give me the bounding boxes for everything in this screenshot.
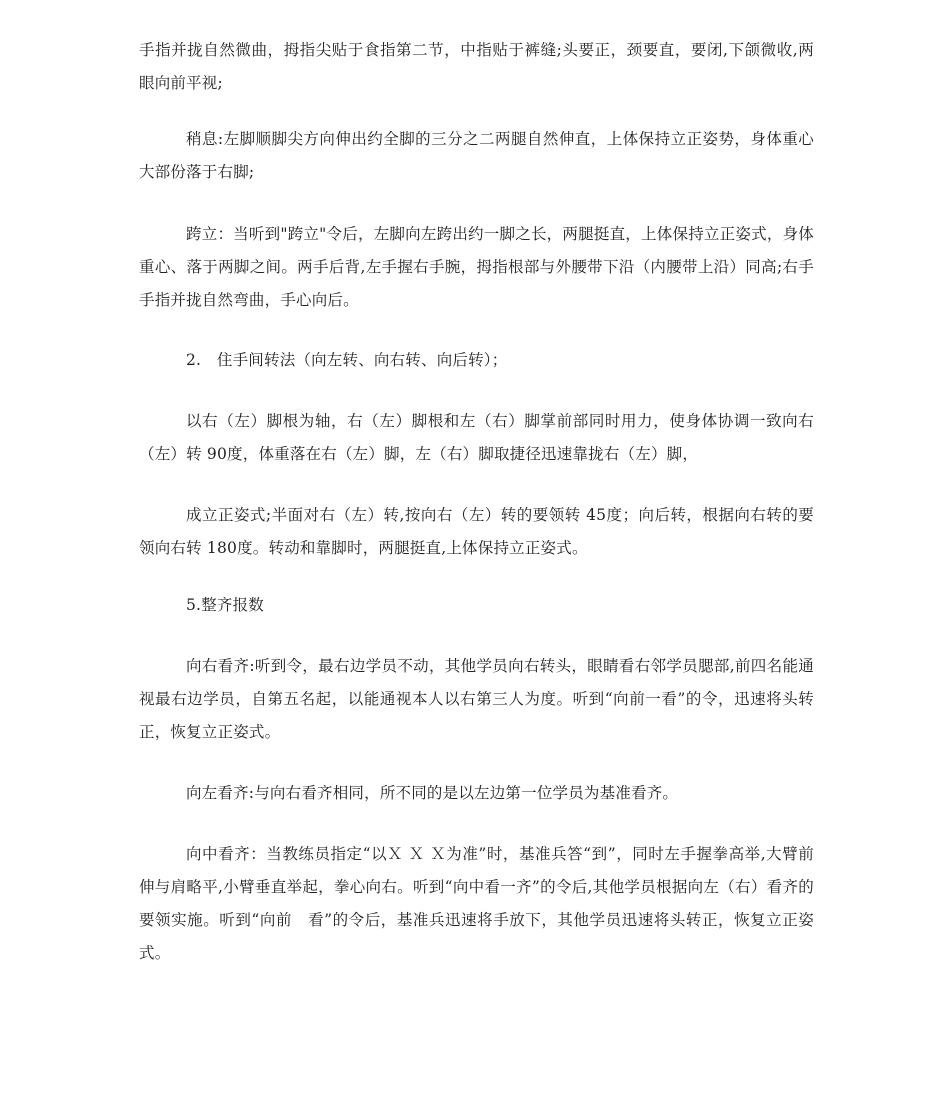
paragraph-turn-method	[139, 405, 814, 471]
paragraph-dress-center	[139, 838, 814, 970]
paragraph-text: 成立正姿式;半面对右（左）转,按向右（左）转的要领转 45度；向后转，根据向右转的要领向右转 180度。转动和靠脚时，两腿挺直,上体保持立正姿式。	[139, 506, 814, 557]
paragraph-at-ease	[139, 123, 814, 189]
paragraph-stance-hands	[139, 34, 814, 100]
paragraph-dress-right	[139, 650, 814, 749]
paragraph-parade-rest	[139, 218, 814, 317]
section-heading: 5.整齐报数	[186, 596, 264, 614]
paragraph-turn-angles	[139, 499, 814, 565]
section-heading-turns	[139, 344, 814, 377]
section-heading: 2. 住手间转法（向左转、向右转、向后转）；	[186, 351, 508, 369]
paragraph-text: 跨立：当听到"跨立"令后，左脚向左跨出约一脚之长，两腿挺直，上体保持立正姿式，身体重心、落于两脚之间。两手后背,左手握右手腕，拇指根部与外腰带下沿（内腰带上沿）同高;右手手指并拢自然弯曲，手心向后。	[139, 225, 814, 309]
paragraph-text: 稍息:左脚顺脚尖方向伸出约全脚的三分之二两腿自然伸直，上体保持立正姿势，身体重心大部份落于右脚;	[139, 130, 814, 181]
paragraph-dress-left	[139, 777, 814, 810]
paragraph-text: 向右看齐:听到令，最右边学员不动，其他学员向右转头，眼睛看右邻学员腮部,前四名能通视最右边学员，自第五名起，以能通视本人以右第三人为度。听到“向前一看”的令，迅速将头转正，恢复立正姿式。	[139, 657, 814, 741]
section-heading-alignment	[139, 589, 814, 622]
paragraph-text: 以右（左）脚根为轴，右（左）脚根和左（右）脚掌前部同时用力，使身体协调一致向右（左）转 90度，体重落在右（左）脚，左（右）脚取捷径迅速靠拢右（左）脚，	[139, 412, 814, 463]
paragraph-text: 向中看齐：当教练员指定“以Ｘ Ｘ Ｘ为准”时，基准兵答“到”，同时左手握拳高举,大臂前伸与肩略平,小臂垂直举起，拳心向右。听到“向中看一齐”的令后,其他学员根据向左（右）看齐的要领实施。听到“向前 看”的令后，基准兵迅速将手放下，其他学员迅速将头转正，恢复立正姿式。	[139, 845, 814, 962]
paragraph-text: 向左看齐:与向右看齐相同，所不同的是以左边第一位学员为基准看齐。	[186, 784, 679, 802]
paragraph-text: 手指并拢自然微曲，拇指尖贴于食指第二节，中指贴于裤缝;头要正，颈要直，要闭,下颌微收,两眼向前平视;	[139, 41, 814, 92]
